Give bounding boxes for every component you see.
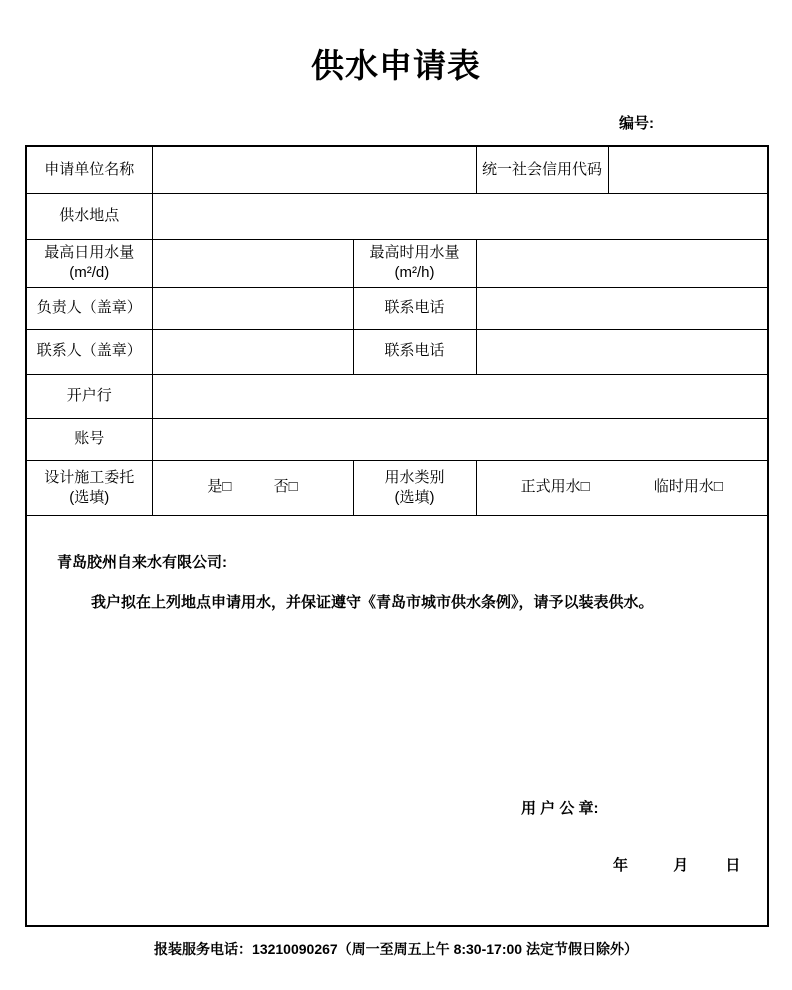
- contact-phone-label: 联系电话: [353, 329, 476, 374]
- responsible-phone-field[interactable]: [476, 287, 768, 329]
- max-daily-usage-label-line1: 最高日用水量: [44, 244, 135, 261]
- table-row: [26, 329, 768, 374]
- max-hourly-usage-label-line2: (m²/h): [394, 264, 435, 281]
- applicant-name-label: 申请单位名称: [26, 146, 152, 193]
- bank-label: 开户行: [26, 374, 152, 418]
- account-number-label: 账号: [26, 418, 152, 460]
- max-hourly-usage-label: [353, 239, 476, 287]
- water-type-label: [353, 460, 476, 515]
- credit-code-label: 统一社会信用代码: [476, 146, 608, 193]
- table-row: [26, 239, 768, 287]
- account-number-field[interactable]: [152, 418, 768, 460]
- water-type-label-line1: 用水类别: [384, 468, 445, 486]
- temporary-water-checkbox[interactable]: 临时用水□: [653, 478, 723, 496]
- table-row: [26, 418, 768, 460]
- applicant-name-field[interactable]: [152, 146, 476, 193]
- page-title: 供水申请表: [311, 47, 481, 84]
- table-row: [26, 515, 768, 926]
- bank-field[interactable]: [152, 374, 768, 418]
- statement-cell: [26, 515, 768, 926]
- max-daily-usage-label-line2: (m²/d): [69, 264, 110, 281]
- responsible-person-label: 负责人（盖章）: [26, 287, 152, 329]
- supply-location-field[interactable]: [152, 193, 768, 239]
- statement-body: 我户拟在上列地点申请用水，并保证遵守《青岛市城市供水条例》，请予以装表供水。: [91, 593, 654, 611]
- user-seal-label: 用 户 公 章:: [521, 799, 599, 817]
- design-commission-label: [26, 460, 152, 515]
- application-table: [25, 145, 769, 927]
- design-yes-checkbox[interactable]: 是□: [207, 478, 232, 496]
- contact-person-field[interactable]: [152, 329, 353, 374]
- max-daily-usage-field[interactable]: [152, 239, 353, 287]
- formal-water-checkbox[interactable]: 正式用水□: [520, 478, 590, 496]
- date-line: [613, 856, 740, 876]
- contact-phone-field[interactable]: [476, 329, 768, 374]
- design-no-checkbox[interactable]: 否□: [273, 478, 298, 496]
- table-row: [26, 287, 768, 329]
- date-year-label: 年: [613, 856, 629, 874]
- company-salutation: 青岛胶州自来水有限公司:: [57, 553, 227, 571]
- water-type-label-line2: (选填): [394, 488, 435, 506]
- contact-person-label: 联系人（盖章）: [26, 329, 152, 374]
- responsible-phone-label: 联系电话: [353, 287, 476, 329]
- design-commission-label-line1: 设计施工委托: [44, 468, 135, 486]
- supply-location-label: 供水地点: [26, 193, 152, 239]
- table-row: [26, 146, 768, 193]
- table-row: [26, 374, 768, 418]
- responsible-person-field[interactable]: [152, 287, 353, 329]
- service-hotline-footer: 报装服务电话：13210090267（周一至周五上午 8:30-17:00 法定节假日除外）: [154, 941, 638, 957]
- max-daily-usage-label: [26, 239, 152, 287]
- table-row: [26, 193, 768, 239]
- date-day-label: 日: [725, 856, 741, 874]
- max-hourly-usage-field[interactable]: [476, 239, 768, 287]
- form-number-label: 编号:: [619, 115, 654, 132]
- design-commission-label-line2: (选填): [69, 488, 110, 506]
- max-hourly-usage-label-line1: 最高时用水量: [369, 244, 460, 261]
- design-commission-options: [152, 460, 353, 515]
- date-month-label: 月: [673, 856, 689, 874]
- credit-code-field[interactable]: [608, 146, 768, 193]
- water-type-options: [476, 460, 768, 515]
- table-row: [26, 460, 768, 515]
